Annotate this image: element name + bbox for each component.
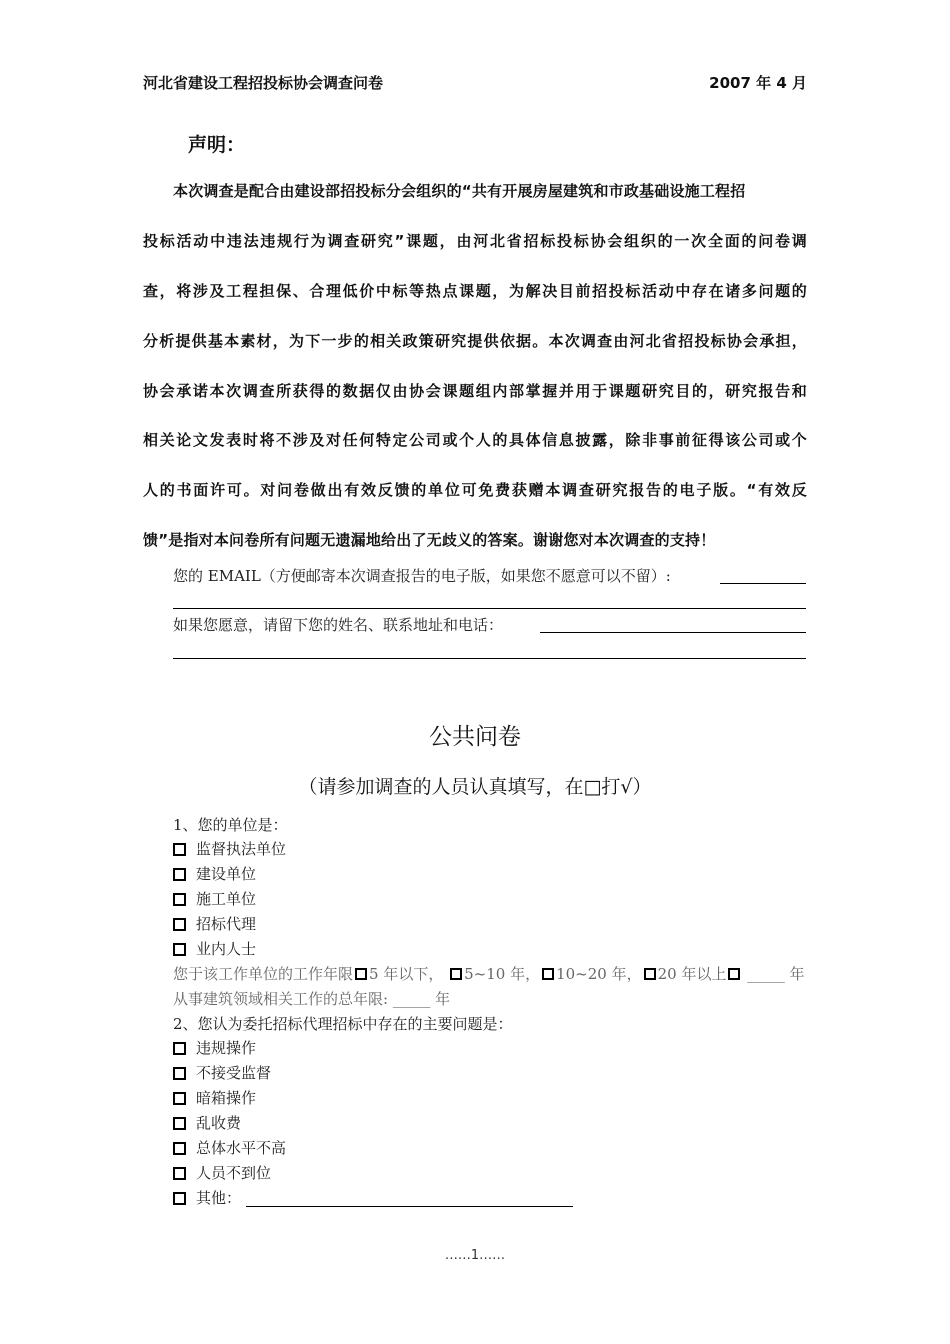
q1-option-tender-agent[interactable]	[173, 913, 256, 935]
option-label: 人员不到位	[196, 1164, 272, 1182]
checkbox[interactable]	[542, 968, 554, 980]
q2-option-black-box[interactable]	[173, 1087, 256, 1109]
declaration-line: 协会承诺本次调查所获得的数据仅由协会课题组内部掌握并用于课题研究目的，研究报告和	[143, 382, 807, 400]
option-label: 乱收费	[196, 1114, 242, 1132]
checkbox[interactable]	[173, 1142, 186, 1155]
checkbox[interactable]	[173, 868, 186, 881]
industry-years-question	[173, 989, 450, 1009]
industry-years-label: 从事建筑领域相关工作的总年限:	[173, 990, 389, 1008]
tenure-option-4: 20 年以上	[657, 965, 727, 983]
declaration-line: 本次调查是配合由建设部招投标分会组织的“共有开展房屋建筑和市政基础设施工程招	[173, 182, 746, 200]
question-1-label: 1、您的单位是：	[173, 816, 288, 834]
checkbox[interactable]	[173, 1042, 186, 1055]
declaration-title: 声明：	[188, 134, 246, 156]
q1-option-contractor[interactable]	[173, 888, 256, 910]
tenure-question	[173, 964, 805, 984]
tenure-option-2: 5~10 年，	[464, 965, 541, 983]
industry-years-blank[interactable]: _____	[392, 990, 431, 1008]
document-header-title: 河北省建设工程招投标协会调查问卷	[143, 74, 384, 92]
q2-option-arbitrary-fees[interactable]	[173, 1112, 241, 1134]
option-label: 其他：	[196, 1189, 242, 1207]
declaration-line: 分析提供基本素材，为下一步的相关政策研究提供依据。本次调查由河北省招投标协会承担，	[143, 332, 807, 350]
declaration-line: 投标活动中违法违规行为调查研究”课题，由河北省招标投标协会组织的一次全面的问卷调	[143, 232, 807, 250]
q2-option-other[interactable]	[173, 1187, 241, 1209]
option-label: 暗箱操作	[196, 1089, 257, 1107]
contact-info-input-line[interactable]	[540, 632, 806, 633]
checkbox[interactable]	[173, 1192, 186, 1205]
option-label: 违规操作	[196, 1039, 257, 1057]
checkbox[interactable]	[173, 918, 186, 931]
checkbox[interactable]	[173, 1067, 186, 1080]
survey-instructions: （请参加调查的人员认真填写，在□打√）	[298, 776, 652, 798]
checkbox[interactable]	[355, 968, 367, 980]
question-2-label: 2、您认为委托招标代理招标中存在的主要问题是：	[173, 1015, 513, 1033]
declaration-line: 查，将涉及工程担保、合理低价中标等热点课题，为解决目前招投标活动中存在诸多问题的	[143, 282, 807, 300]
option-label: 总体水平不高	[196, 1139, 287, 1157]
page-number: ……1……	[444, 1248, 506, 1263]
tenure-unit: 年	[789, 965, 805, 983]
checkbox[interactable]	[173, 843, 186, 856]
checkbox[interactable]	[173, 1167, 186, 1180]
q2-option-staff-absent[interactable]	[173, 1162, 271, 1184]
checkbox[interactable]	[173, 1117, 186, 1130]
checkbox[interactable]	[450, 968, 462, 980]
option-label: 建设单位	[196, 865, 257, 883]
q1-option-construction-unit[interactable]	[173, 863, 256, 885]
q2-option-low-level[interactable]	[173, 1137, 286, 1159]
checkbox[interactable]	[644, 968, 656, 980]
checkbox[interactable]	[728, 968, 740, 980]
option-label: 监督执法单位	[196, 840, 287, 858]
checkbox[interactable]	[173, 1092, 186, 1105]
declaration-line: 馈”是指对本问卷所有问题无遗漏地给出了无歧义的答案。谢谢您对本次调查的支持！	[143, 531, 716, 549]
checkbox[interactable]	[173, 893, 186, 906]
q1-option-industry-insider[interactable]	[173, 938, 256, 960]
option-label: 业内人士	[196, 940, 257, 958]
option-label: 施工单位	[196, 890, 257, 908]
email-input-continuation-line[interactable]	[173, 608, 806, 609]
tenure-blank[interactable]: _____	[747, 965, 785, 983]
option-label: 不接受监督	[196, 1064, 272, 1082]
tenure-option-1: 5 年以下，	[369, 965, 444, 983]
survey-title: 公共问卷	[429, 724, 521, 750]
tenure-option-3: 10~20 年，	[556, 965, 642, 983]
email-input-line[interactable]	[720, 583, 806, 584]
q1-option-supervision[interactable]	[173, 838, 286, 860]
tenure-prefix: 您于该工作单位的工作年限	[173, 965, 354, 983]
document-header-date: 2007 年 4 月	[709, 74, 807, 92]
q2-option-violation[interactable]	[173, 1037, 256, 1059]
contact-info-continuation-line[interactable]	[173, 658, 806, 659]
email-label: 您的 EMAIL（方便邮寄本次调查报告的电子版，如果您不愿意可以不留）:	[173, 567, 671, 585]
declaration-line: 人的书面许可。对问卷做出有效反馈的单位可免费获赠本调查研究报告的电子版。“有效反	[143, 481, 807, 499]
q2-other-input-line[interactable]	[246, 1206, 573, 1207]
contact-info-label: 如果您愿意，请留下您的姓名、联系地址和电话：	[173, 616, 504, 634]
q2-option-no-supervision[interactable]	[173, 1062, 271, 1084]
checkbox[interactable]	[173, 943, 186, 956]
declaration-line: 相关论文发表时将不涉及对任何特定公司或个人的具体信息披露，除非事前征得该公司或个	[143, 431, 807, 449]
industry-years-unit: 年	[435, 990, 451, 1008]
option-label: 招标代理	[196, 915, 257, 933]
